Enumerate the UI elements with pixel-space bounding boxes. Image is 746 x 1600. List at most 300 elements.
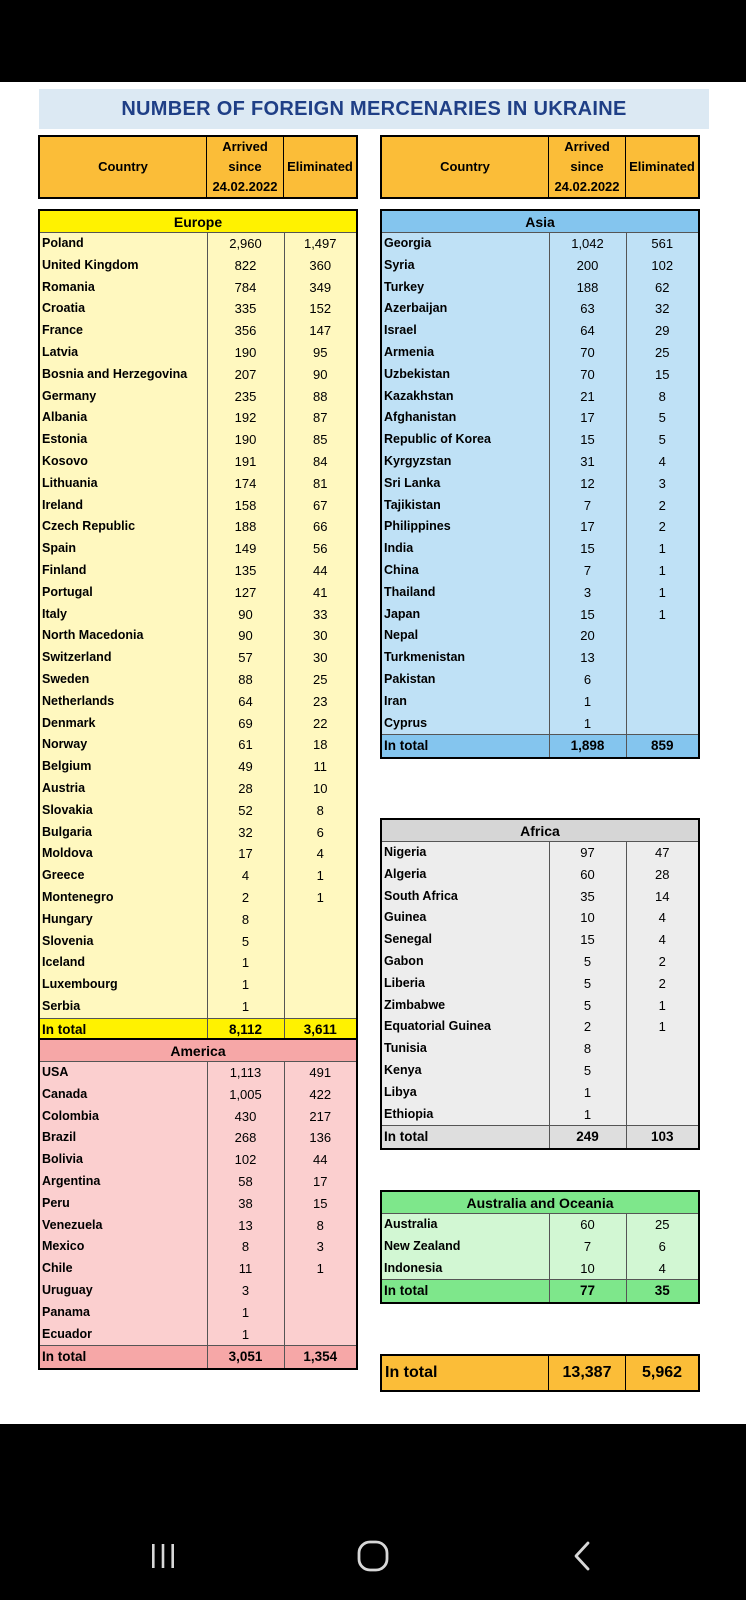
country-cell: Bolivia xyxy=(40,1149,207,1171)
eliminated-cell: 8 xyxy=(658,388,666,404)
table-row xyxy=(40,582,356,604)
eliminated-cell: 4 xyxy=(658,453,666,469)
eliminated-cell: 32 xyxy=(655,301,670,317)
table-row xyxy=(40,691,356,713)
africa-rows xyxy=(382,842,698,1148)
country-cell: Kenya xyxy=(382,1060,549,1082)
country-cell: Estonia xyxy=(40,429,207,451)
arrived-cell: 1,113 xyxy=(207,1062,284,1084)
table-row xyxy=(382,1236,698,1258)
table-row xyxy=(382,386,698,408)
country-cell: Nepal xyxy=(382,625,549,647)
eliminated-cell: 1 xyxy=(316,1261,324,1277)
eliminated-cell: 14 xyxy=(655,888,670,904)
table-row xyxy=(40,1193,356,1215)
country-cell: New Zealand xyxy=(382,1236,549,1258)
eliminated-cell: 18 xyxy=(313,737,328,753)
country-cell: Denmark xyxy=(40,713,207,735)
country-cell: In total xyxy=(382,1126,549,1148)
eliminated-cell: 66 xyxy=(313,519,328,535)
eliminated-cell: 11 xyxy=(313,759,327,775)
back-icon xyxy=(568,1539,598,1573)
arrived-cell: 11 xyxy=(207,1258,284,1280)
table-row xyxy=(40,604,356,626)
header-arrived-line1: Arrived xyxy=(222,139,268,154)
arrived-cell: 1 xyxy=(207,952,284,974)
arrived-cell: 190 xyxy=(207,429,284,451)
arrived-cell: 200 xyxy=(549,255,626,277)
table-row xyxy=(40,516,356,538)
table-row xyxy=(40,342,356,364)
asia-table xyxy=(380,209,700,759)
eliminated-cell: 90 xyxy=(313,366,328,382)
table-row xyxy=(382,929,698,951)
eliminated-cell: 30 xyxy=(313,650,328,666)
arrived-cell: 188 xyxy=(549,277,626,299)
country-cell: Romania xyxy=(40,277,207,299)
arrived-cell: 235 xyxy=(207,386,284,408)
table-row xyxy=(40,1171,356,1193)
africa-total-row xyxy=(382,1126,698,1148)
country-cell: India xyxy=(382,538,549,560)
arrived-cell: 10 xyxy=(549,1258,626,1280)
eliminated-cell: 3 xyxy=(658,475,666,491)
eliminated-cell xyxy=(626,713,698,735)
eliminated-cell: 10 xyxy=(313,780,328,796)
eliminated-cell xyxy=(284,952,356,974)
table-row xyxy=(40,255,356,277)
eliminated-cell xyxy=(284,931,356,953)
table-row xyxy=(382,864,698,886)
arrived-cell: 64 xyxy=(549,320,626,342)
country-cell: China xyxy=(382,560,549,582)
country-cell: Ethiopia xyxy=(382,1104,549,1126)
eliminated-cell: 6 xyxy=(316,824,324,840)
country-cell: Ecuador xyxy=(40,1324,207,1346)
home-icon xyxy=(355,1538,391,1574)
country-cell: Germany xyxy=(40,386,207,408)
arrived-cell: 88 xyxy=(207,669,284,691)
eliminated-cell xyxy=(284,974,356,996)
asia-rows xyxy=(382,233,698,757)
country-cell: Sweden xyxy=(40,669,207,691)
arrived-cell: 1 xyxy=(549,713,626,735)
table-row xyxy=(40,647,356,669)
table-row xyxy=(40,364,356,386)
table-row xyxy=(40,538,356,560)
table-row xyxy=(40,713,356,735)
country-cell: Cyprus xyxy=(382,713,549,735)
table-row xyxy=(382,1214,698,1236)
arrived-cell: 1,005 xyxy=(207,1084,284,1106)
table-row xyxy=(382,560,698,582)
arrived-cell: 57 xyxy=(207,647,284,669)
table-row xyxy=(40,1084,356,1106)
table-row xyxy=(382,516,698,538)
country-cell: Peru xyxy=(40,1193,207,1215)
eliminated-cell: 1 xyxy=(658,584,666,600)
country-cell: Greece xyxy=(40,865,207,887)
country-cell: Turkey xyxy=(382,277,549,299)
country-cell: In total xyxy=(40,1346,207,1368)
arrived-cell: 1 xyxy=(207,996,284,1018)
arrived-cell: 8 xyxy=(207,909,284,931)
table-row xyxy=(40,407,356,429)
eliminated-cell: 2 xyxy=(658,497,666,513)
country-cell: Israel xyxy=(382,320,549,342)
table-row xyxy=(382,407,698,429)
table-row xyxy=(382,604,698,626)
country-cell: Switzerland xyxy=(40,647,207,669)
arrived-cell: 1 xyxy=(549,691,626,713)
country-cell: South Africa xyxy=(382,886,549,908)
table-row xyxy=(40,1258,356,1280)
europe-section-title: Europe xyxy=(40,211,356,233)
arrived-cell: 2 xyxy=(207,887,284,909)
eliminated-cell xyxy=(626,647,698,669)
arrived-cell: 60 xyxy=(549,864,626,886)
arrived-cell: 249 xyxy=(549,1126,626,1148)
country-cell: Uzbekistan xyxy=(382,364,549,386)
arrived-cell: 13 xyxy=(549,647,626,669)
table-row xyxy=(40,1324,356,1346)
eliminated-cell: 1 xyxy=(658,541,666,557)
eliminated-cell: 28 xyxy=(655,866,670,882)
arrived-cell: 17 xyxy=(207,843,284,865)
country-cell: Slovakia xyxy=(40,800,207,822)
table-row xyxy=(382,951,698,973)
table-row xyxy=(382,647,698,669)
eliminated-cell: 8 xyxy=(316,802,324,818)
arrived-cell: 784 xyxy=(207,277,284,299)
home-button[interactable] xyxy=(343,1536,403,1576)
arrived-cell: 1 xyxy=(549,1104,626,1126)
country-cell: Sri Lanka xyxy=(382,473,549,495)
eliminated-cell: 56 xyxy=(313,541,328,557)
table-row xyxy=(40,386,356,408)
eliminated-cell: 25 xyxy=(313,671,328,687)
arrived-cell: 52 xyxy=(207,800,284,822)
table-row xyxy=(40,734,356,756)
header-arrived-line3: 24.02.2022 xyxy=(554,179,620,194)
eliminated-cell: 67 xyxy=(313,497,328,513)
eliminated-cell: 136 xyxy=(309,1130,332,1146)
eliminated-cell xyxy=(626,691,698,713)
eliminated-cell: 3 xyxy=(316,1239,324,1255)
country-cell: Georgia xyxy=(382,233,549,255)
table-row xyxy=(40,996,356,1018)
country-cell: Belgium xyxy=(40,756,207,778)
table-row xyxy=(40,277,356,299)
arrived-cell: 1 xyxy=(207,974,284,996)
country-cell: North Macedonia xyxy=(40,625,207,647)
table-row xyxy=(40,931,356,953)
eliminated-cell: 1 xyxy=(658,1019,666,1035)
eliminated-cell: 349 xyxy=(309,279,332,295)
arrived-cell: 15 xyxy=(549,538,626,560)
eliminated-cell: 84 xyxy=(313,453,328,469)
eliminated-cell: 4 xyxy=(316,846,324,862)
eliminated-cell: 88 xyxy=(313,388,328,404)
table-row xyxy=(40,887,356,909)
eliminated-cell: 30 xyxy=(313,628,328,644)
header-country: Country xyxy=(382,137,549,197)
country-cell: Senegal xyxy=(382,929,549,951)
eliminated-cell xyxy=(284,909,356,931)
arrived-cell: 1 xyxy=(207,1324,284,1346)
arrived-cell: 158 xyxy=(207,495,284,517)
table-row xyxy=(40,974,356,996)
country-cell: Slovenia xyxy=(40,931,207,953)
oceania-table xyxy=(380,1190,700,1304)
eliminated-cell xyxy=(626,669,698,691)
arrived-cell: 5 xyxy=(549,973,626,995)
country-cell: Argentina xyxy=(40,1171,207,1193)
arrived-cell: 21 xyxy=(549,386,626,408)
eliminated-cell xyxy=(284,1280,356,1302)
eliminated-cell: 25 xyxy=(655,344,670,360)
arrived-cell: 20 xyxy=(549,625,626,647)
back-button[interactable] xyxy=(553,1536,613,1576)
america-table xyxy=(38,1038,358,1370)
table-row xyxy=(40,320,356,342)
arrived-cell: 190 xyxy=(207,342,284,364)
arrived-cell: 5 xyxy=(549,1060,626,1082)
country-cell: Indonesia xyxy=(382,1258,549,1280)
arrived-cell: 38 xyxy=(207,1193,284,1215)
table-row xyxy=(40,669,356,691)
table-row xyxy=(382,691,698,713)
table-row xyxy=(382,886,698,908)
arrived-cell: 15 xyxy=(549,429,626,451)
eliminated-cell: 1,497 xyxy=(303,236,337,251)
arrived-cell: 15 xyxy=(549,929,626,951)
table-row xyxy=(382,364,698,386)
arrived-cell: 8,112 xyxy=(207,1018,284,1040)
eliminated-cell: 561 xyxy=(651,236,674,251)
country-cell: Armenia xyxy=(382,342,549,364)
table-row xyxy=(382,1104,698,1126)
country-cell: Latvia xyxy=(40,342,207,364)
oceania-rows xyxy=(382,1214,698,1302)
arrived-cell: 4 xyxy=(207,865,284,887)
table-row xyxy=(382,625,698,647)
country-cell: Nigeria xyxy=(382,842,549,864)
eliminated-cell: 5 xyxy=(658,410,666,426)
grand-total-row xyxy=(380,1354,700,1392)
arrived-cell: 1 xyxy=(207,1302,284,1324)
arrived-cell: 3 xyxy=(549,582,626,604)
country-cell: In total xyxy=(382,735,549,757)
country-cell: Panama xyxy=(40,1302,207,1324)
eliminated-cell: 87 xyxy=(313,410,328,426)
eliminated-cell xyxy=(284,1302,356,1324)
country-cell: Spain xyxy=(40,538,207,560)
arrived-cell: 6 xyxy=(549,669,626,691)
arrived-cell: 90 xyxy=(207,625,284,647)
eliminated-cell: 85 xyxy=(313,432,328,448)
country-cell: Kyrgyzstan xyxy=(382,451,549,473)
table-row xyxy=(40,495,356,517)
table-row xyxy=(40,560,356,582)
eliminated-cell xyxy=(626,1038,698,1060)
table-row xyxy=(382,277,698,299)
table-row xyxy=(40,429,356,451)
header-arrived-line2: since xyxy=(228,159,262,174)
table-row xyxy=(40,756,356,778)
eliminated-cell: 2 xyxy=(658,519,666,535)
table-row xyxy=(40,298,356,320)
country-cell: Republic of Korea xyxy=(382,429,549,451)
table-row xyxy=(40,822,356,844)
table-row xyxy=(382,255,698,277)
eliminated-cell: 5 xyxy=(658,432,666,448)
eliminated-cell: 1 xyxy=(316,868,324,884)
country-cell: Syria xyxy=(382,255,549,277)
europe-table xyxy=(38,209,358,1042)
eliminated-cell: 491 xyxy=(309,1065,332,1080)
eliminated-cell: 4 xyxy=(658,1260,666,1276)
country-cell: United Kingdom xyxy=(40,255,207,277)
eliminated-cell: 102 xyxy=(651,257,674,273)
country-cell: Turkmenistan xyxy=(382,647,549,669)
eliminated-cell: 6 xyxy=(658,1238,666,1254)
arrived-cell: 69 xyxy=(207,713,284,735)
table-row xyxy=(40,625,356,647)
arrived-cell: 31 xyxy=(549,451,626,473)
country-cell: Thailand xyxy=(382,582,549,604)
arrived-cell: 2,960 xyxy=(207,233,284,255)
table-row xyxy=(40,473,356,495)
arrived-cell: 35 xyxy=(549,886,626,908)
country-cell: Albania xyxy=(40,407,207,429)
country-cell: Afghanistan xyxy=(382,407,549,429)
table-row xyxy=(40,1106,356,1128)
country-cell: Norway xyxy=(40,734,207,756)
country-cell: Montenegro xyxy=(40,887,207,909)
table-row xyxy=(382,473,698,495)
country-cell: USA xyxy=(40,1062,207,1084)
country-cell: Mexico xyxy=(40,1236,207,1258)
arrived-cell: 97 xyxy=(549,842,626,864)
table-row xyxy=(382,995,698,1017)
country-cell: Libya xyxy=(382,1082,549,1104)
arrived-cell: 127 xyxy=(207,582,284,604)
arrived-cell: 192 xyxy=(207,407,284,429)
table-row xyxy=(382,907,698,929)
table-row xyxy=(382,582,698,604)
table-row xyxy=(40,865,356,887)
country-cell: Gabon xyxy=(382,951,549,973)
arrived-cell: 61 xyxy=(207,734,284,756)
eliminated-cell: 25 xyxy=(655,1217,670,1232)
header-arrived-line1: Arrived xyxy=(564,139,610,154)
africa-section-title: Africa xyxy=(382,820,698,842)
arrived-cell: 70 xyxy=(549,364,626,386)
header-arrived xyxy=(549,137,626,197)
header-eliminated: Eliminated xyxy=(287,159,353,174)
europe-rows xyxy=(40,233,356,1040)
arrived-cell: 17 xyxy=(549,516,626,538)
table-row xyxy=(40,1062,356,1084)
arrived-cell: 188 xyxy=(207,516,284,538)
arrived-cell: 64 xyxy=(207,691,284,713)
eliminated-cell xyxy=(626,625,698,647)
eliminated-cell xyxy=(284,1324,356,1346)
table-row xyxy=(40,1302,356,1324)
table-row xyxy=(382,1038,698,1060)
eliminated-cell: 422 xyxy=(309,1086,332,1102)
country-cell: Brazil xyxy=(40,1127,207,1149)
oceania-section-title: Australia and Oceania xyxy=(382,1192,698,1214)
recent-apps-icon xyxy=(146,1541,180,1571)
table-row xyxy=(382,495,698,517)
arrived-cell: 70 xyxy=(549,342,626,364)
arrived-cell: 149 xyxy=(207,538,284,560)
eliminated-cell: 147 xyxy=(309,323,332,339)
table-row xyxy=(382,842,698,864)
country-cell: Austria xyxy=(40,778,207,800)
header-arrived xyxy=(207,137,284,197)
table-row xyxy=(382,713,698,735)
eliminated-cell: 22 xyxy=(313,715,328,731)
country-cell: Pakistan xyxy=(382,669,549,691)
country-cell: France xyxy=(40,320,207,342)
country-cell: Equatorial Guinea xyxy=(382,1016,549,1038)
arrived-cell: 32 xyxy=(207,822,284,844)
eliminated-cell: 360 xyxy=(309,257,332,273)
eliminated-cell: 15 xyxy=(313,1195,328,1211)
table-row xyxy=(382,1060,698,1082)
eliminated-cell: 1,354 xyxy=(284,1346,356,1368)
table-row xyxy=(382,669,698,691)
eliminated-cell: 95 xyxy=(313,344,328,360)
arrived-cell: 3 xyxy=(207,1280,284,1302)
country-cell: Portugal xyxy=(40,582,207,604)
america-rows xyxy=(40,1062,356,1368)
eliminated-cell xyxy=(626,1082,698,1104)
grand-total-eliminated: 5,962 xyxy=(641,1364,683,1381)
country-cell: Netherlands xyxy=(40,691,207,713)
table-row xyxy=(382,1258,698,1280)
arrived-cell: 5 xyxy=(549,995,626,1017)
country-cell: Colombia xyxy=(40,1106,207,1128)
table-row xyxy=(40,800,356,822)
arrived-cell: 7 xyxy=(549,1236,626,1258)
table-row xyxy=(382,320,698,342)
page-title: NUMBER OF FOREIGN MERCENARIES IN UKRAINE xyxy=(39,89,709,129)
recent-apps-button[interactable] xyxy=(133,1536,193,1576)
country-cell: Guinea xyxy=(382,907,549,929)
arrived-cell: 15 xyxy=(549,604,626,626)
eliminated-cell: 8 xyxy=(316,1217,324,1233)
arrived-cell: 13 xyxy=(207,1215,284,1237)
eliminated-cell: 33 xyxy=(313,606,328,622)
arrived-cell: 7 xyxy=(549,560,626,582)
america-section-title: America xyxy=(40,1040,356,1062)
arrived-cell: 5 xyxy=(549,951,626,973)
asia-total-row xyxy=(382,735,698,757)
country-cell: Lithuania xyxy=(40,473,207,495)
arrived-cell: 90 xyxy=(207,604,284,626)
arrived-cell: 7 xyxy=(549,495,626,517)
eliminated-cell: 1 xyxy=(658,606,666,622)
arrived-cell: 207 xyxy=(207,364,284,386)
country-cell: Bosnia and Herzegovina xyxy=(40,364,207,386)
table-row xyxy=(382,538,698,560)
country-cell: Kosovo xyxy=(40,451,207,473)
country-cell: Moldova xyxy=(40,843,207,865)
